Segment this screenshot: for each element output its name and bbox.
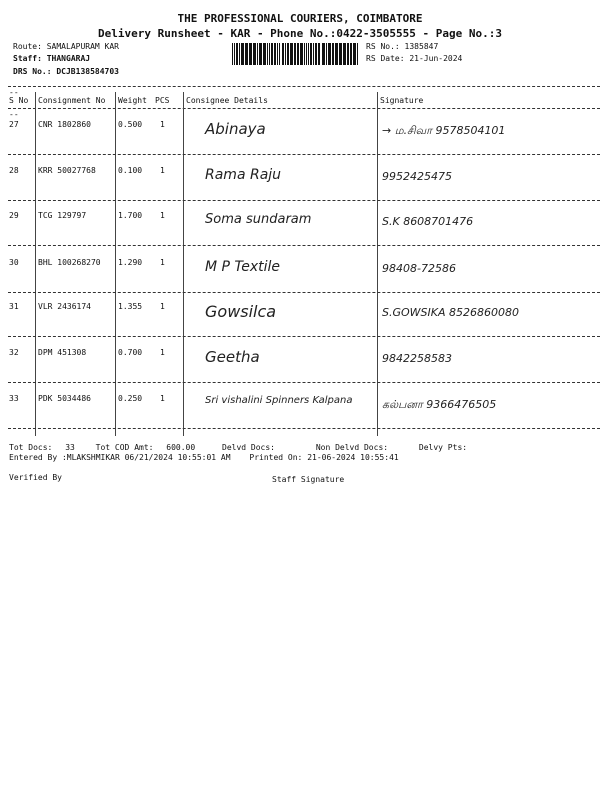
- row-separator: [8, 245, 600, 246]
- row-consignment-no: CNR 1802860: [38, 120, 91, 129]
- row-pcs: 1: [160, 258, 165, 267]
- delvy-pts-label: Delvy Pts:: [418, 443, 468, 452]
- row-consignee-handwritten: Gowsilca: [205, 302, 277, 321]
- row-weight: 0.100: [118, 166, 143, 175]
- row-consignee-handwritten: M P Textile: [205, 259, 281, 275]
- rs-date-line: [366, 54, 462, 63]
- col-header-signature: Signature: [380, 96, 424, 105]
- row-sno: 28: [9, 166, 19, 175]
- verified-by: Verified By: [9, 473, 62, 482]
- row-pcs: 1: [160, 348, 165, 357]
- row-signature-handwritten: S.K 8608701476: [382, 215, 474, 228]
- table-top-rule: [8, 86, 600, 87]
- row-consignment-no: KRR 50027768: [38, 166, 96, 175]
- col-divider-3: [183, 92, 184, 436]
- route-label: Route:: [13, 42, 42, 51]
- row-signature-handwritten: 9842258583: [382, 352, 452, 365]
- row-separator: [8, 336, 600, 337]
- row-consignee-handwritten: Rama Raju: [205, 167, 282, 183]
- rs-date-label: RS Date:: [366, 54, 405, 63]
- drs-value: DCJB138584703: [56, 67, 119, 76]
- drs-label: DRS No.:: [13, 67, 52, 76]
- rs-no-label: RS No.:: [366, 42, 400, 51]
- row-sno: 31: [9, 302, 19, 311]
- tot-cod-label: Tot COD Amt:: [95, 443, 154, 452]
- row-consignee-handwritten: Abinaya: [205, 120, 266, 138]
- row-sno: 30: [9, 258, 19, 267]
- col-divider-1: [35, 92, 36, 436]
- row-signature-handwritten: 9952425475: [382, 170, 452, 183]
- col-header-weight: Weight: [118, 96, 147, 105]
- header-bottom-rule: [8, 108, 600, 109]
- row-consignee-handwritten: Sri vishalini Spinners Kalpana: [205, 395, 353, 406]
- printed-on: Printed On: 21-06-2024 10:55:41: [249, 453, 399, 462]
- row-consignment-no: BHL 100268270: [38, 258, 101, 267]
- col-header-pcs: PCS: [155, 96, 170, 105]
- totals-line: [9, 443, 467, 452]
- route-line: [13, 42, 119, 51]
- runsheet-subtitle: Delivery Runsheet - KAR - Phone No.:0422-3505555 - Page No.:3: [98, 27, 502, 40]
- row-consignment-no: TCG 129797: [38, 211, 87, 220]
- row-pcs: 1: [160, 120, 165, 129]
- header-dashes-2: --: [9, 110, 19, 119]
- tot-cod-value: 600.00: [166, 443, 196, 452]
- row-separator: [8, 428, 600, 429]
- col-divider-2: [115, 92, 116, 436]
- col-header-sno: S No: [9, 96, 29, 105]
- entered-by: Entered By :MLAKSHMIKAR 06/21/2024 10:55:01 AM: [9, 453, 231, 462]
- row-pcs: 1: [160, 394, 165, 403]
- row-sno: 33: [9, 394, 19, 403]
- row-weight: 0.500: [118, 120, 143, 129]
- rs-no-value: 1385847: [404, 42, 439, 51]
- row-consignee-handwritten: Soma sundaram: [205, 212, 312, 227]
- row-sno: 32: [9, 348, 19, 357]
- drs-line: [13, 67, 119, 76]
- row-separator: [8, 292, 600, 293]
- rs-date-value: 21-Jun-2024: [409, 54, 463, 63]
- non-delvd-docs-label: Non Delvd Docs:: [315, 443, 389, 452]
- row-pcs: 1: [160, 302, 165, 311]
- barcode-image: [232, 43, 360, 65]
- col-header-consignee: Consignee Details: [186, 96, 268, 105]
- row-separator: [8, 382, 600, 383]
- header-dashes: --: [9, 88, 19, 97]
- row-sno: 29: [9, 211, 19, 220]
- row-signature-handwritten: S.GOWSIKA 8526860080: [382, 306, 519, 319]
- row-separator: [8, 154, 600, 155]
- entered-printed-line: [9, 453, 399, 462]
- row-weight: 1.290: [118, 258, 143, 267]
- row-sno: 27: [9, 120, 19, 129]
- col-divider-4: [377, 92, 378, 436]
- tot-docs-value: 33: [65, 443, 75, 452]
- row-separator: [8, 200, 600, 201]
- delvd-docs-label: Delvd Docs:: [222, 443, 275, 452]
- rs-no-line: [366, 42, 438, 51]
- row-signature-handwritten: 98408-72586: [382, 262, 456, 275]
- route-value: SAMALAPURAM KAR: [46, 42, 119, 51]
- row-weight: 0.700: [118, 348, 143, 357]
- tot-docs-label: Tot Docs:: [9, 443, 53, 452]
- row-consignee-handwritten: Geetha: [205, 348, 260, 366]
- company-title: THE PROFESSIONAL COURIERS, COIMBATORE: [177, 12, 423, 25]
- staff-label: Staff:: [13, 54, 42, 63]
- staff-signature: Staff Signature: [272, 475, 345, 484]
- row-consignment-no: VLR 2436174: [38, 302, 91, 311]
- staff-line: [13, 54, 90, 63]
- row-signature-handwritten: → ம.சிவா 9578504101: [382, 124, 506, 137]
- row-consignment-no: DPM 451308: [38, 348, 87, 357]
- col-header-consignment: Consignment No: [38, 96, 106, 105]
- row-pcs: 1: [160, 211, 165, 220]
- row-weight: 0.250: [118, 394, 143, 403]
- row-pcs: 1: [160, 166, 165, 175]
- row-weight: 1.355: [118, 302, 143, 311]
- row-signature-handwritten: கல்பனா 9366476505: [382, 398, 497, 411]
- staff-value: THANGARAJ: [46, 54, 91, 63]
- row-weight: 1.700: [118, 211, 143, 220]
- row-consignment-no: PDK 5034486: [38, 394, 91, 403]
